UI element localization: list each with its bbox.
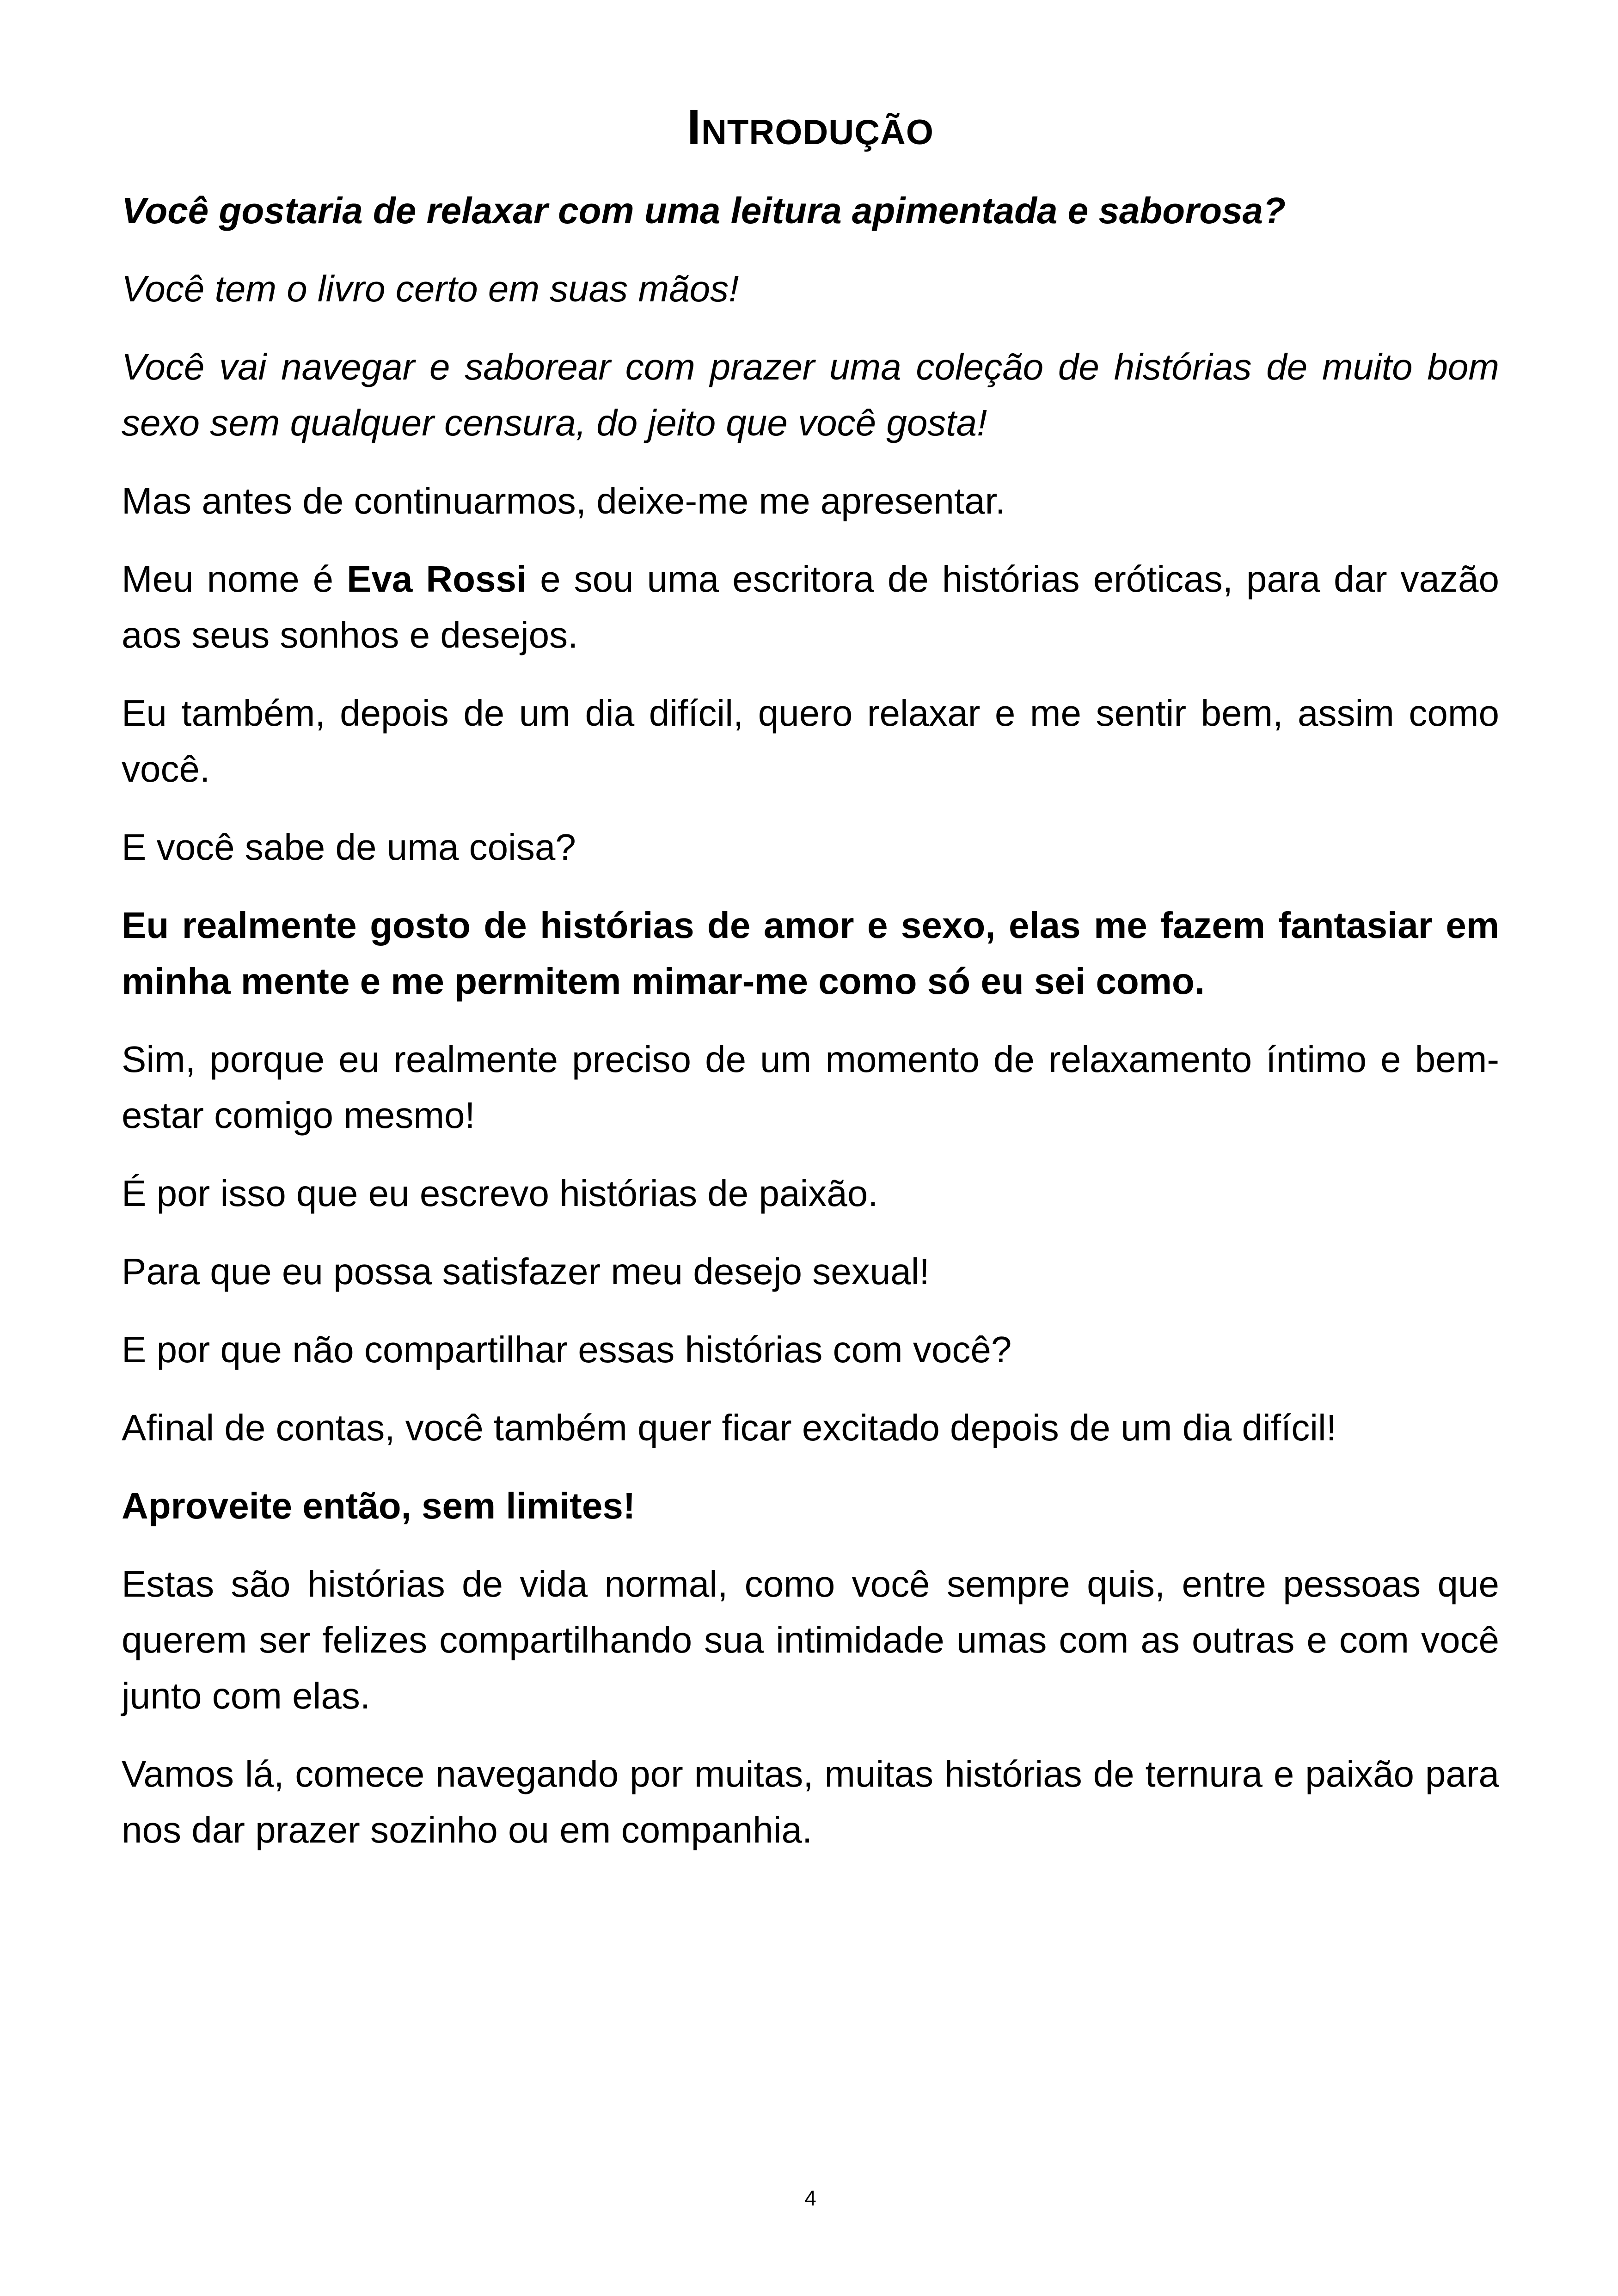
- author-intro-text: Meu nome é: [122, 558, 347, 600]
- page-number: 4: [804, 2186, 816, 2210]
- paragraph-satisfy: Para que eu possa satisfazer meu desejo sexual!: [122, 1251, 930, 1292]
- page-title: Introdução: [687, 99, 934, 155]
- paragraph-share: E por que não compartilhar essas histórias com você?: [122, 1329, 1012, 1370]
- paragraph-love-stories: Eu realmente gosto de histórias de amor e sexo, elas me fazem fantasiar em minha mente e me permitem mimar-me como só eu sei como.: [122, 905, 1499, 1002]
- paragraph-you-know: E você sabe de uma coisa?: [122, 827, 576, 868]
- paragraph-author-name: [122, 551, 1499, 663]
- paragraph-introduce: Mas antes de continuarmos, deixe-me me apresentar.: [122, 480, 1006, 521]
- body-text: [122, 183, 1499, 1880]
- paragraph-right-book: Você tem o livro certo em suas mãos!: [122, 268, 739, 309]
- paragraph-why-write: É por isso que eu escrevo histórias de paixão.: [122, 1173, 878, 1214]
- paragraph-relaxation-moment: Sim, porque eu realmente preciso de um momento de relaxamento íntimo e bem-estar comigo mesmo!: [122, 1039, 1499, 1136]
- paragraph-enjoy: Aproveite então, sem limites!: [122, 1485, 636, 1526]
- paragraph-intro-question: Você gostaria de relaxar com uma leitura apimentada e saborosa?: [122, 190, 1286, 231]
- document-page: [122, 0, 1499, 2296]
- paragraph-normal-life: Estas são histórias de vida normal, como você sempre quis, entre pessoas que querem ser felizes compartilhando sua intimidade umas com as outras e com você junto com elas.: [122, 1563, 1499, 1716]
- paragraph-excited: Afinal de contas, você também quer ficar excitado depois de um dia difícil!: [122, 1407, 1337, 1448]
- paragraph-collection: Você vai navegar e saborear com prazer uma coleção de histórias de muito bom sexo sem qualquer censura, do jeito que você gosta!: [122, 346, 1499, 443]
- author-name: Eva Rossi: [347, 558, 527, 600]
- author-description-text: e sou uma escritora de histórias eróticas, para dar vazão aos seus sonhos e desejos.: [122, 558, 1500, 655]
- paragraph-relax: Eu também, depois de um dia difícil, quero relaxar e me sentir bem, assim como você.: [122, 692, 1499, 790]
- paragraph-lets-go: Vamos lá, comece navegando por muitas, muitas histórias de ternura e paixão para nos dar prazer sozinho ou em companhia.: [122, 1753, 1499, 1850]
